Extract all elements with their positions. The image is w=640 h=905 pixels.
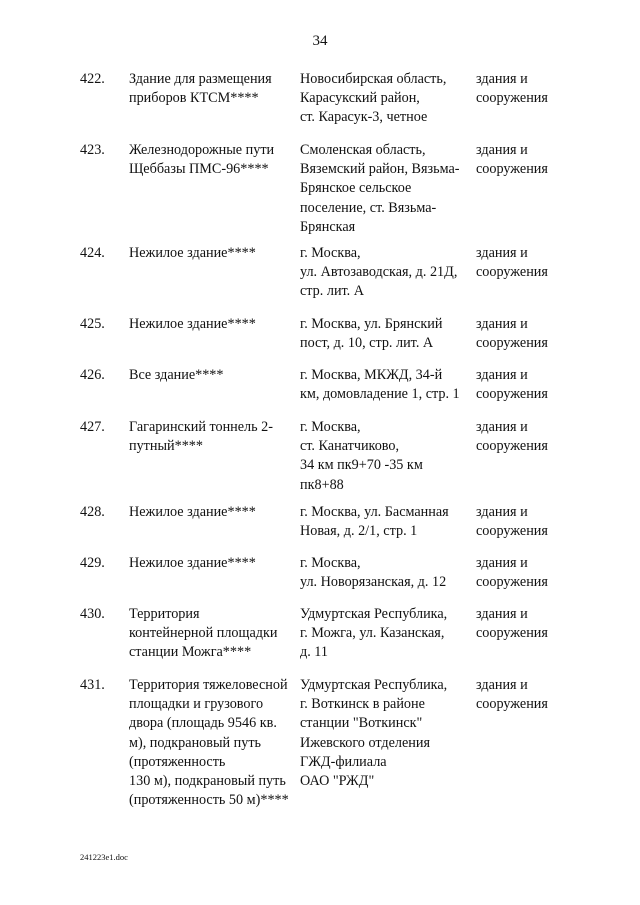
object-address: г. Москва, ул. Автозаводская, д. 21Д, стр. лит. А (300, 245, 458, 300)
object-address: Новосибирская область, Карасукский район, ст. Карасук-3, четное (300, 71, 447, 126)
object-address: г. Москва, ул. Брянский пост, д. 10, стр. лит. А (300, 316, 443, 352)
object-name: Территория тяжеловесной площадки и грузового двора (площадь 9546 кв. м), подкрановый путь (протяженность 130 м), подкрановый путь (протяженность 50 м)**** (129, 677, 289, 809)
row-number: 427. (80, 419, 105, 435)
object-type: здания и сооружения (476, 367, 548, 403)
object-address: Удмуртская Республика, г. Можга, ул. Казанская, д. 11 (300, 606, 448, 661)
object-name: Нежилое здание**** (129, 555, 256, 571)
object-type: здания и сооружения (476, 142, 548, 178)
object-name: Территория контейнерной площадки станции Можга**** (129, 606, 278, 661)
row-number: 429. (80, 555, 105, 571)
object-address: г. Москва, ст. Канатчиково, 34 км пк9+70 -35 км пк8+88 (300, 419, 423, 493)
row-number: 426. (80, 367, 105, 383)
object-type: здания и сооружения (476, 245, 548, 281)
row-number: 422. (80, 71, 105, 87)
row-number: 431. (80, 677, 105, 693)
object-type: здания и сооружения (476, 419, 548, 455)
object-name: Нежилое здание**** (129, 245, 256, 261)
document-filename: 241223e1.doc (80, 852, 128, 862)
object-name: Все здание**** (129, 367, 224, 383)
row-number: 430. (80, 606, 105, 622)
object-name: Железнодорожные пути Щеббазы ПМС-96**** (129, 142, 275, 178)
object-type: здания и сооружения (476, 606, 548, 642)
row-number: 425. (80, 316, 105, 332)
row-number: 423. (80, 142, 105, 158)
object-name: Здание для размещения приборов КТСМ**** (129, 71, 272, 107)
object-type: здания и сооружения (476, 504, 548, 540)
row-number: 428. (80, 504, 105, 520)
object-address: г. Москва, ул. Басманная Новая, д. 2/1, стр. 1 (300, 504, 449, 540)
object-address: Удмуртская Республика, г. Воткинск в районе станции "Воткинск" Ижевского отделения ГЖД-филиала ОАО "РЖД" (300, 677, 448, 790)
row-number: 424. (80, 245, 105, 261)
object-address: г. Москва, МКЖД, 34-й км, домовладение 1, стр. 1 (300, 367, 460, 403)
object-type: здания и сооружения (476, 316, 548, 352)
object-name: Нежилое здание**** (129, 316, 256, 332)
object-name: Нежилое здание**** (129, 504, 256, 520)
object-address: Смоленская область, Вяземский район, Вязьма- Брянское сельское поселение, ст. Вязьма- Брянская (300, 142, 460, 235)
object-type: здания и сооружения (476, 677, 548, 713)
object-type: здания и сооружения (476, 71, 548, 107)
object-address: г. Москва, ул. Новорязанская, д. 12 (300, 555, 447, 591)
object-name: Гагаринский тоннель 2- путный**** (129, 419, 273, 455)
page-number: 34 (312, 33, 328, 49)
object-type: здания и сооружения (476, 555, 548, 591)
